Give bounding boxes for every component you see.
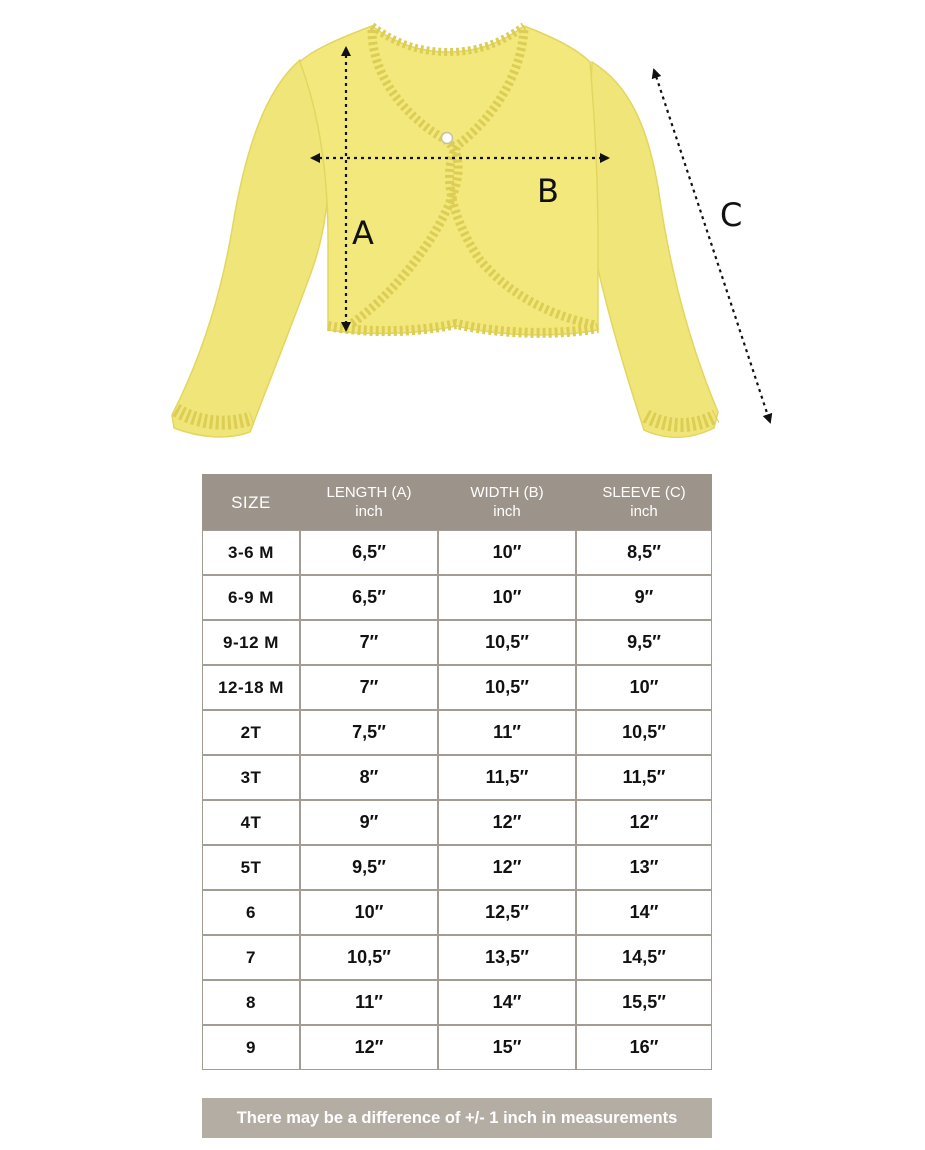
width-cell: 15″: [438, 1025, 576, 1070]
size-cell: 6-9 M: [202, 575, 300, 620]
right-sleeve: [588, 62, 718, 437]
width-cell: 12,5″: [438, 890, 576, 935]
header-width: [438, 474, 576, 530]
header-size-label: SIZE: [231, 492, 271, 512]
length-cell: 9″: [300, 800, 438, 845]
table-row: [202, 935, 712, 980]
cardigan-shape: [172, 26, 718, 437]
size-cell: 9: [202, 1025, 300, 1070]
sleeve-cell: 8,5″: [576, 530, 712, 575]
width-cell: 14″: [438, 980, 576, 1025]
length-cell: 7″: [300, 665, 438, 710]
width-cell: 12″: [438, 800, 576, 845]
header-size: [202, 474, 300, 530]
table-row: [202, 665, 712, 710]
width-cell: 10,5″: [438, 665, 576, 710]
table-row: [202, 800, 712, 845]
width-cell: 12″: [438, 845, 576, 890]
header-length-label: LENGTH (A): [326, 484, 412, 501]
sleeve-cell: 11,5″: [576, 755, 712, 800]
width-cell: 11″: [438, 710, 576, 755]
sleeve-cell: 9,5″: [576, 620, 712, 665]
label-c: C: [720, 196, 743, 234]
sleeve-cell: 9″: [576, 575, 712, 620]
length-cell: 10″: [300, 890, 438, 935]
width-cell: 10,5″: [438, 620, 576, 665]
length-cell: 9,5″: [300, 845, 438, 890]
table-row: [202, 1025, 712, 1070]
sleeve-cell: 10″: [576, 665, 712, 710]
table-header: [202, 474, 712, 530]
header-length-unit: inch: [355, 503, 383, 520]
width-cell: 10″: [438, 575, 576, 620]
length-cell: 7,5″: [300, 710, 438, 755]
length-cell: 7″: [300, 620, 438, 665]
size-cell: 8: [202, 980, 300, 1025]
size-cell: 12-18 M: [202, 665, 300, 710]
size-cell: 3T: [202, 755, 300, 800]
sleeve-cell: 15,5″: [576, 980, 712, 1025]
width-cell: 10″: [438, 530, 576, 575]
header-width-unit: inch: [493, 503, 521, 520]
label-a: A: [352, 214, 374, 252]
button-icon: [442, 133, 453, 144]
label-b: B: [537, 172, 559, 210]
length-cell: 11″: [300, 980, 438, 1025]
size-cell: 9-12 M: [202, 620, 300, 665]
table-row: [202, 845, 712, 890]
length-cell: 10,5″: [300, 935, 438, 980]
table-body: [202, 530, 712, 1070]
sleeve-cell: 13″: [576, 845, 712, 890]
sleeve-cell: 14″: [576, 890, 712, 935]
header-length: [300, 474, 438, 530]
sleeve-cell: 14,5″: [576, 935, 712, 980]
width-cell: 13,5″: [438, 935, 576, 980]
table-row: [202, 575, 712, 620]
left-sleeve: [172, 60, 329, 437]
table-row: [202, 755, 712, 800]
table-row: [202, 710, 712, 755]
size-cell: 2T: [202, 710, 300, 755]
size-cell: 7: [202, 935, 300, 980]
size-cell: 3-6 M: [202, 530, 300, 575]
size-cell: 6: [202, 890, 300, 935]
header-width-label: WIDTH (B): [470, 484, 544, 501]
header-sleeve: [576, 474, 712, 530]
measurement-note: There may be a difference of +/- 1 inch in measurements: [202, 1098, 712, 1138]
length-cell: 6,5″: [300, 575, 438, 620]
table-row: [202, 620, 712, 665]
length-cell: 8″: [300, 755, 438, 800]
header-sleeve-unit: inch: [630, 503, 658, 520]
size-cell: 5T: [202, 845, 300, 890]
length-cell: 6,5″: [300, 530, 438, 575]
table-row: [202, 890, 712, 935]
cardigan-illustration: [0, 0, 925, 460]
header-sleeve-label: SLEEVE (C): [602, 484, 686, 501]
sleeve-cell: 10,5″: [576, 710, 712, 755]
sleeve-cell: 16″: [576, 1025, 712, 1070]
size-cell: 4T: [202, 800, 300, 845]
table-row: [202, 530, 712, 575]
width-cell: 11,5″: [438, 755, 576, 800]
size-chart-table: [202, 474, 712, 1070]
table-row: [202, 980, 712, 1025]
length-cell: 12″: [300, 1025, 438, 1070]
sleeve-cell: 12″: [576, 800, 712, 845]
